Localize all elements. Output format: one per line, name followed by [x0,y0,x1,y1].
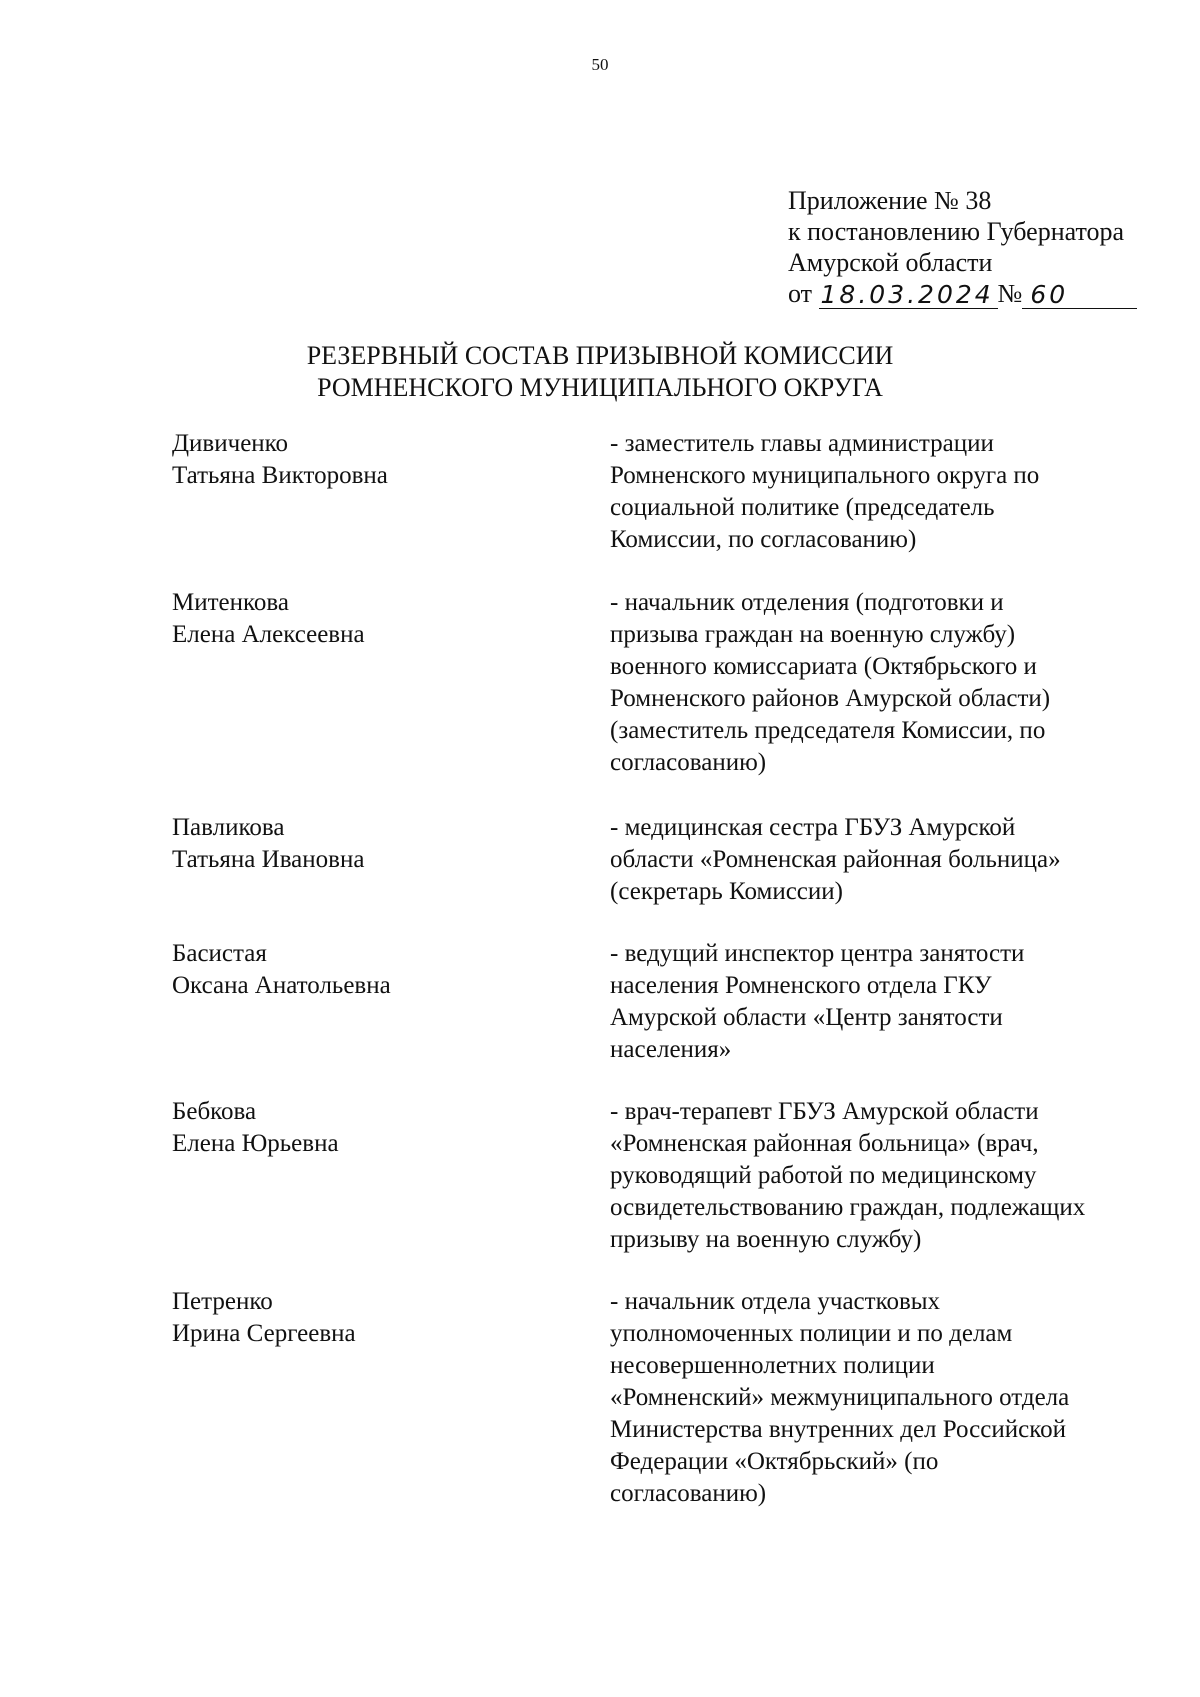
role-line: освидетельствованию граждан, подлежащих [610,1194,1086,1221]
member-entry [172,587,1152,779]
role-line: Комиссии, по согласованию) [610,526,917,553]
role-line: - начальник отдела участковых [610,1288,941,1315]
number-sign: № [997,279,1023,308]
appendix-block [788,185,1188,309]
role-line: - медицинская сестра ГБУЗ Амурской [610,814,1016,841]
title-line-1: РЕЗЕРВНЫЙ СОСТАВ ПРИЗЫВНОЙ КОМИССИИ [306,341,894,370]
role-line: социальной политике (председатель [610,494,995,521]
appendix-line-3: Амурской области [788,248,993,277]
member-role [610,812,1150,908]
appendix-line-1: Приложение № 38 [788,186,992,215]
member-given-names: Елена Юрьевна [172,1130,339,1157]
member-role [610,587,1150,779]
appendix-date-line [788,278,1188,309]
member-entry [172,812,1152,908]
role-line: согласованию) [610,749,767,776]
role-line: области «Ромненская районная больница» [610,846,1061,873]
member-surname: Митенкова [172,589,289,616]
role-line: населения» [610,1036,732,1063]
role-line: (секретарь Комиссии) [610,878,843,905]
document-title [0,340,1200,404]
member-role [610,1096,1150,1256]
member-name [172,812,610,908]
member-role [610,428,1150,556]
member-name [172,428,610,556]
member-given-names: Татьяна Викторовна [172,462,388,489]
member-name [172,1096,610,1256]
role-line: Федерации «Октябрьский» (по [610,1448,939,1475]
role-line: руководящий работой по медицинскому [610,1162,1037,1189]
handwritten-date: 18.03.2024 [819,282,998,309]
member-surname: Басистая [172,940,267,967]
role-line: уполномоченных полиции и по делам [610,1320,1013,1347]
role-line: Ромненского муниципального округа по [610,462,1040,489]
role-line: несовершеннолетних полиции [610,1352,935,1379]
role-line: Министерства внутренних дел Российской [610,1416,1066,1443]
page-number: 50 [591,55,609,74]
role-line: - врач-терапевт ГБУЗ Амурской области [610,1098,1039,1125]
member-entry [172,428,1152,556]
member-surname: Павликова [172,814,285,841]
role-line: Амурской области «Центр занятости [610,1004,1003,1031]
member-entry [172,1096,1152,1256]
member-role [610,938,1150,1066]
appendix-line-2: к постановлению Губернатора [788,217,1125,246]
member-given-names: Татьяна Ивановна [172,846,365,873]
member-surname: Петренко [172,1288,273,1315]
role-line: - начальник отделения (подготовки и [610,589,1004,616]
member-given-names: Ирина Сергеевна [172,1320,356,1347]
role-line: - ведущий инспектор центра занятости [610,940,1025,967]
member-name [172,938,610,1066]
role-line: Ромненского районов Амурской области) [610,685,1051,712]
member-entry [172,1286,1152,1510]
role-line: согласованию) [610,1480,767,1507]
title-line-2: РОМНЕНСКОГО МУНИЦИПАЛЬНОГО ОКРУГА [317,373,883,402]
role-line: «Ромненская районная больница» (врач, [610,1130,1039,1157]
role-line: населения Ромненского отдела ГКУ [610,972,992,999]
member-name [172,587,610,779]
member-entry [172,938,1152,1066]
handwritten-number: 60 [1022,282,1137,309]
role-line: (заместитель председателя Комиссии, по [610,717,1046,744]
date-prefix: от [788,279,813,308]
member-given-names: Оксана Анатольевна [172,972,391,999]
member-surname: Бебкова [172,1098,257,1125]
member-role [610,1286,1150,1510]
role-line: призыву на военную службу) [610,1226,922,1253]
member-name [172,1286,610,1510]
role-line: - заместитель главы администрации [610,430,994,457]
member-given-names: Елена Алексеевна [172,621,365,648]
member-surname: Дивиченко [172,430,289,457]
role-line: «Ромненский» межмуниципального отдела [610,1384,1070,1411]
role-line: военного комиссариата (Октябрьского и [610,653,1037,680]
role-line: призыва граждан на военную службу) [610,621,1016,648]
